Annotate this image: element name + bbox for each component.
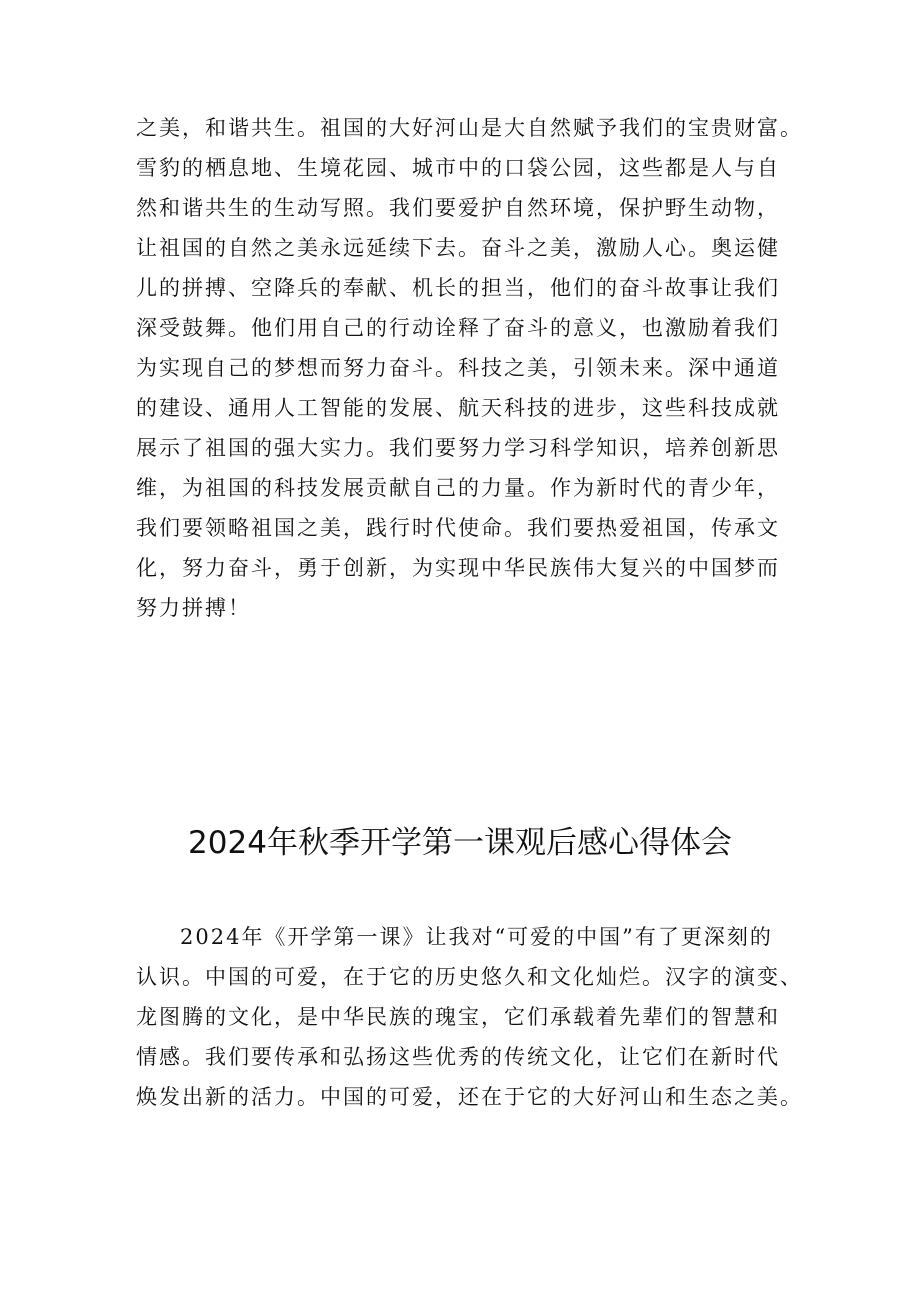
paragraph-line: 焕发出新的活力。中国的可爱，还在于它的大好河山和生态之美。: [136, 1085, 803, 1109]
paragraph-line: 的建设、通用人工智能的发展、航天科技的进步，这些科技成就: [136, 396, 780, 420]
paragraph-line: 2024年《开学第一课》让我对“可爱的中国”有了更深刻的: [180, 925, 773, 949]
paragraph-line: 我们要领略祖国之美，践行时代使命。我们要热爱祖国，传承文: [136, 516, 780, 540]
paragraph-line: 为实现自己的梦想而努力奋斗。科技之美，引领未来。深中通道: [136, 356, 780, 380]
paragraph-line: 儿的拼搏、空降兵的奉献、机长的担当，他们的奋斗故事让我们: [136, 276, 780, 300]
paragraph-line: 化，努力奋斗，勇于创新，为实现中华民族伟大复兴的中国梦而: [136, 556, 780, 580]
paragraph-line: 之美，和谐共生。祖国的大好河山是大自然赋予我们的宝贵财富。: [136, 116, 803, 140]
paragraph-line: 努力拼搏！: [136, 596, 251, 620]
bottom-paragraph: [136, 917, 803, 1117]
top-paragraph: [136, 108, 803, 628]
paragraph-line: 龙图腾的文化，是中华民族的瑰宝，它们承载着先辈们的智慧和: [136, 1005, 780, 1029]
paragraph-line: 让祖国的自然之美永远延续下去。奋斗之美，激励人心。奥运健: [136, 236, 780, 260]
paragraph-line: 认识。中国的可爱，在于它的历史悠久和文化灿烂。汉字的演变、: [136, 965, 803, 989]
paragraph-line: 深受鼓舞。他们用自己的行动诠释了奋斗的意义，也激励着我们: [136, 316, 780, 340]
paragraph-line: 情感。我们要传承和弘扬这些优秀的传统文化，让它们在新时代: [136, 1045, 780, 1069]
paragraph-line: 雪豹的栖息地、生境花园、城市中的口袋公园，这些都是人与自: [136, 156, 780, 180]
paragraph-line: 维，为祖国的科技发展贡献自己的力量。作为新时代的青少年，: [136, 476, 780, 500]
paragraph-line: 展示了祖国的强大实力。我们要努力学习科学知识，培养创新思: [136, 436, 780, 460]
document-title: 2024年秋季开学第一课观后感心得体会: [188, 825, 732, 861]
paragraph-line: 然和谐共生的生动写照。我们要爱护自然环境，保护野生动物，: [136, 196, 780, 220]
